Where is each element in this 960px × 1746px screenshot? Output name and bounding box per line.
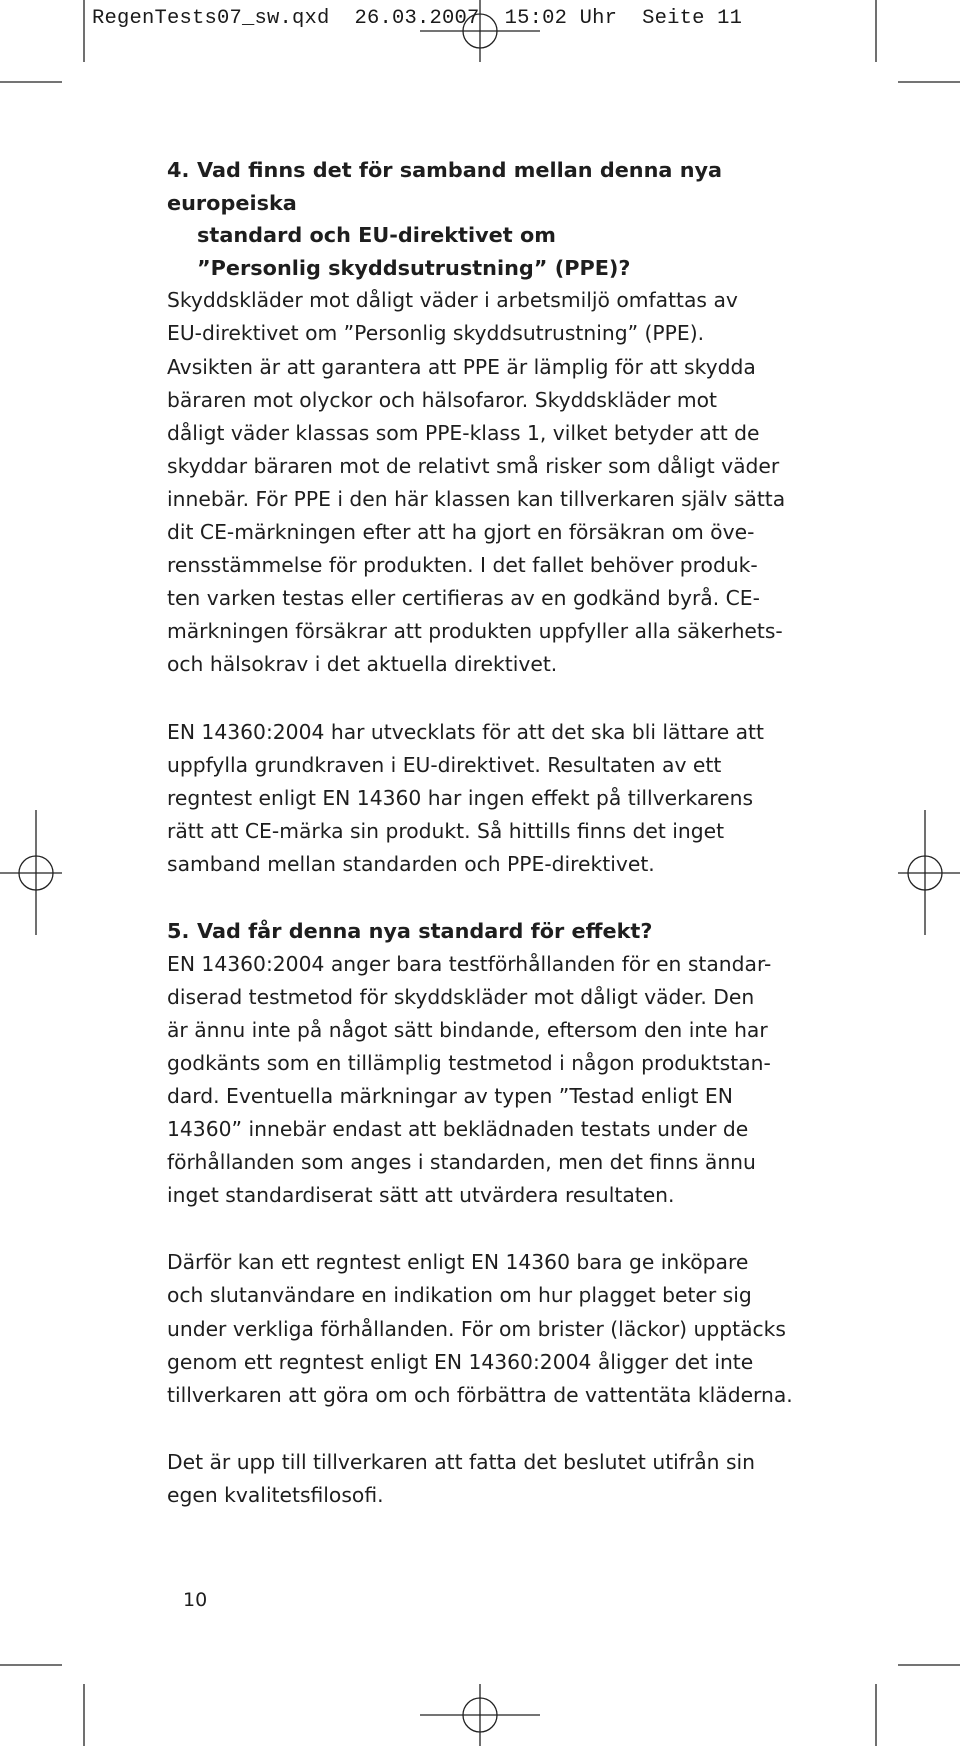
- print-slug-line: RegenTests07_sw.qxd 26.03.2007 15:02 Uhr Seite 11: [92, 7, 743, 30]
- text-line: Skyddskläder mot dåligt väder i arbetsmiljö omfattas av: [167, 288, 738, 313]
- text-line: dit CE-märkningen efter att ha gjort en försäkran om öve-: [167, 520, 755, 545]
- text-line: regntest enligt EN 14360 har ingen effekt på tillverkarens: [167, 785, 754, 810]
- paragraph-gap: [167, 682, 817, 716]
- question-4-line: 4. Vad finns det för samband mellan denna nya europeiska: [167, 154, 817, 219]
- question-4-line: ”Personlig skyddsutrustning” (PPE)?: [197, 255, 631, 280]
- text-line: är ännu inte på något sätt bindande, eftersom den inte har: [167, 1017, 768, 1042]
- question-5-number: 5.: [167, 918, 190, 943]
- text-line: märkningen försäkrar att produkten uppfyller alla säkerhets-: [167, 619, 783, 644]
- final-paragraph: [167, 1446, 817, 1512]
- paragraph-gap: [167, 1412, 817, 1446]
- text-line: och hälsokrav i det aktuella direktivet.: [167, 652, 558, 677]
- question-5-heading: [167, 915, 817, 948]
- text-line: rätt att CE-märka sin produkt. Så hittills finns det inget: [167, 818, 725, 843]
- text-line: dåligt väder klassas som PPE-klass 1, vilket betyder att de: [167, 420, 760, 445]
- text-line: skyddar bäraren mot de relativt små risker som dåligt väder: [167, 453, 780, 478]
- answer-4-paragraph: [167, 284, 817, 681]
- text-line: Avsikten är att garantera att PPE är lämplig för att skydda: [167, 354, 756, 379]
- text-line: inget standardiserat sätt att utvärdera resultaten.: [167, 1183, 675, 1208]
- question-4-line: standard och EU-direktivet om: [197, 223, 556, 248]
- text-line: genom ett regntest enligt EN 14360:2004 åligger det inte: [167, 1349, 754, 1374]
- text-line: bäraren mot olyckor och hälsofaror. Skyddskläder mot: [167, 387, 717, 412]
- question-5-line: 5. Vad får denna nya standard för effekt?: [167, 915, 817, 948]
- text-line: EU-direktivet om ”Personlig skyddsutrustning” (PPE).: [167, 321, 705, 346]
- text-line: godkänts som en tillämplig testmetod i någon produktstan-: [167, 1050, 771, 1075]
- text-line: och slutanvändare en indikation om hur plagget beter sig: [167, 1283, 752, 1308]
- text-line: Därför kan ett regntest enligt EN 14360 bara ge inköpare: [167, 1250, 749, 1275]
- question-4-number: 4.: [167, 158, 190, 182]
- registration-mark-left: [0, 810, 62, 935]
- text-line: tillverkaren att göra om och förbättra de vattentäta kläderna.: [167, 1382, 793, 1407]
- text-line: samband mellan standarden och PPE-direktivet.: [167, 851, 655, 876]
- en-standard-paragraph: [167, 716, 817, 881]
- paragraph-gap: [167, 881, 817, 915]
- text-line: EN 14360:2004 har utvecklats för att det ska bli lättare att: [167, 719, 764, 744]
- text-line: uppfylla grundkraven i EU-direktivet. Resultaten av ett: [167, 752, 722, 777]
- text-line: diserad testmetod för skyddskläder mot dåligt väder. Den: [167, 984, 755, 1009]
- text-line: förhållanden som anges i standarden, men det finns ännu: [167, 1150, 756, 1175]
- text-line: 14360” innebär endast att beklädnaden testats under de: [167, 1117, 749, 1142]
- text-line: EN 14360:2004 anger bara testförhållanden för en standar-: [167, 951, 772, 976]
- paragraph-gap: [167, 1212, 817, 1246]
- page-number: 10: [183, 1589, 208, 1611]
- text-line: dard. Eventuella märkningar av typen ”Testad enligt EN: [167, 1083, 733, 1108]
- darfor-paragraph: [167, 1246, 817, 1411]
- registration-mark-right: [898, 810, 960, 935]
- registration-mark-bottom: [420, 1684, 540, 1746]
- text-line: egen kvalitetsfilosofi.: [167, 1482, 384, 1507]
- text-line: rensstämmelse för produkten. I det fallet behöver produk-: [167, 553, 758, 578]
- text-line: under verkliga förhållanden. För om brister (läckor) upptäcks: [167, 1316, 786, 1341]
- text-line: Det är upp till tillverkaren att fatta det beslutet utifrån sin: [167, 1449, 756, 1474]
- text-line: ten varken testas eller certifieras av en godkänd byrå. CE-: [167, 586, 760, 611]
- answer-5-paragraph: [167, 948, 817, 1213]
- page-body: [167, 154, 817, 1512]
- question-4-heading: [167, 154, 817, 284]
- text-line: innebär. För PPE i den här klassen kan tillverkaren själv sätta: [167, 486, 786, 511]
